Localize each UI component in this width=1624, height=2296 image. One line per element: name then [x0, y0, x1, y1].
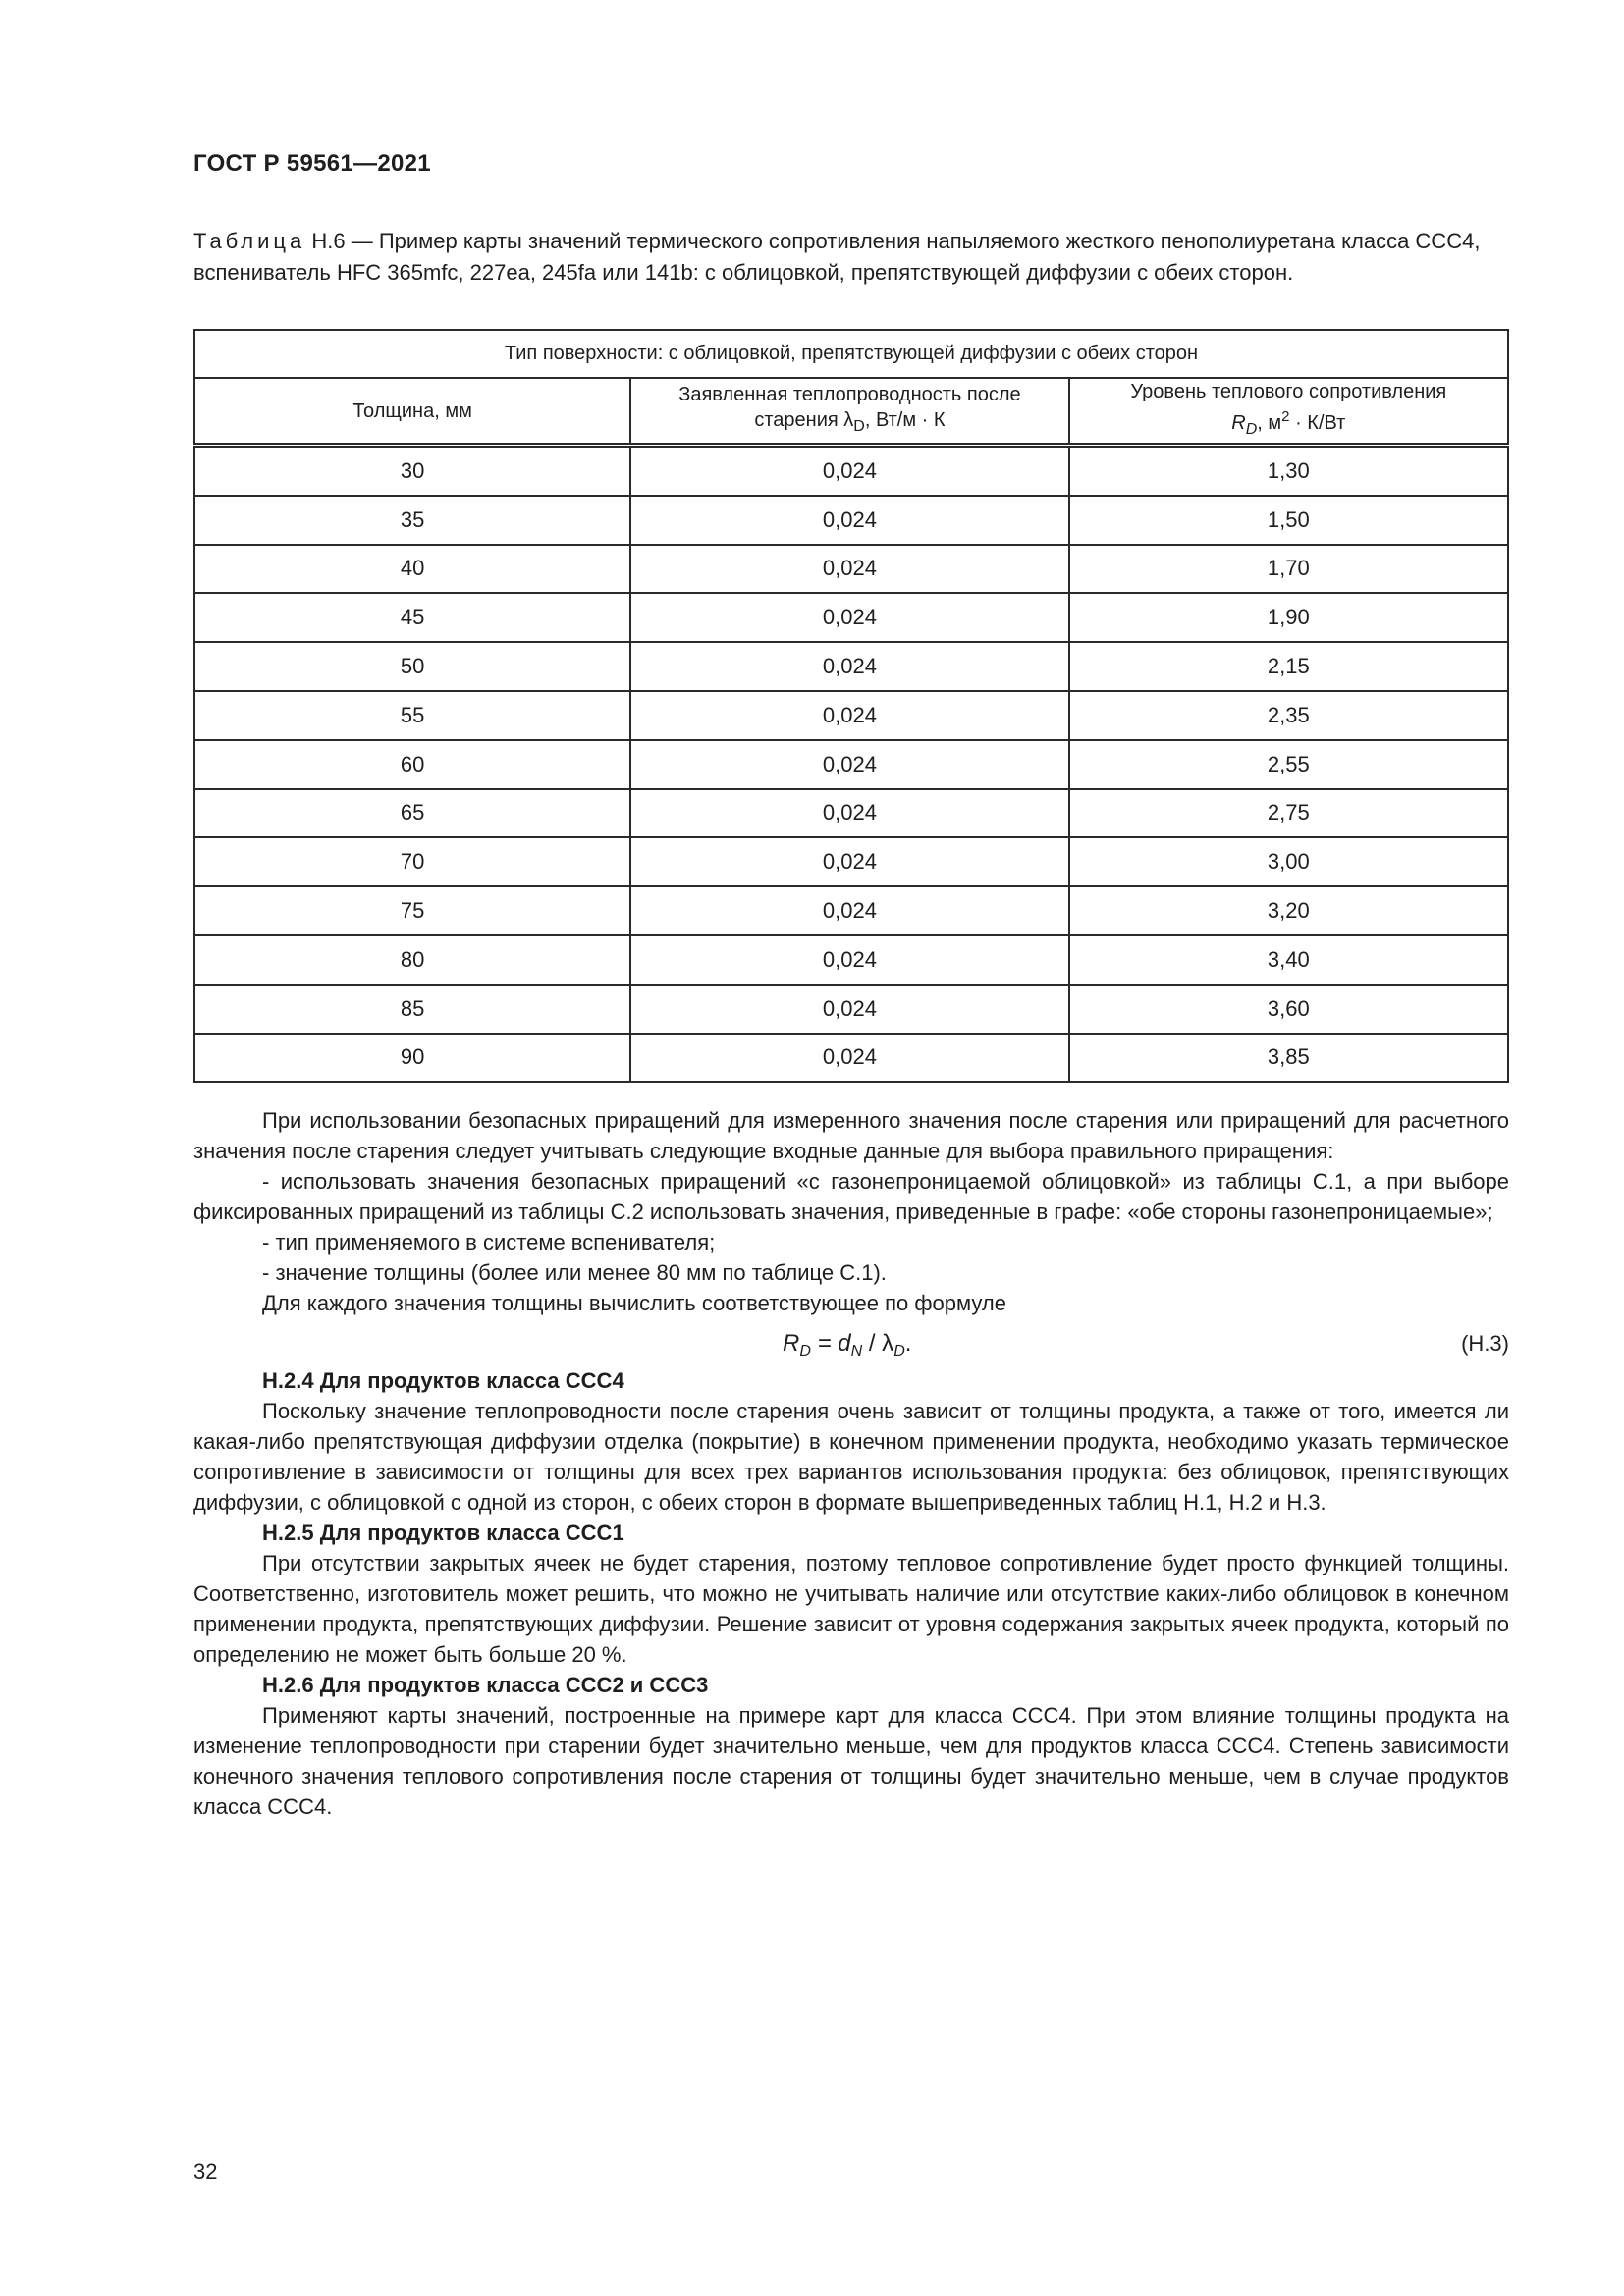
cell-conductivity: 0,024	[630, 1034, 1068, 1083]
cell-resistance: 3,00	[1069, 837, 1508, 886]
cell-resistance: 2,75	[1069, 789, 1508, 838]
cell-resistance: 1,70	[1069, 545, 1508, 594]
cell-thickness: 60	[194, 740, 630, 789]
formula-d-subscript: N	[850, 1343, 863, 1360]
cell-resistance: 1,50	[1069, 496, 1508, 545]
section-h26-title: Н.2.6 Для продуктов класса ССС2 и ССС3	[262, 1673, 709, 1697]
cell-resistance: 3,20	[1069, 886, 1508, 935]
table-row	[194, 691, 1508, 740]
thermal-resistance-table	[193, 329, 1509, 1083]
cell-resistance: 3,40	[1069, 935, 1508, 985]
formula-d: = d	[810, 1330, 851, 1357]
surface-type-cell: Тип поверхности: с облицовкой, препятствующей диффузии с обеих сторон	[194, 330, 1508, 378]
table-row	[194, 545, 1508, 594]
document-header: ГОСТ Р 59561—2021	[193, 150, 431, 177]
cell-thickness: 90	[194, 1034, 630, 1083]
formula	[783, 1328, 911, 1366]
list-item-values: - использовать значения безопасных приращений «с газонепроницаемой облицовкой» из таблицы С.1, а при выборе фиксированных приращений из таблицы С.2 использовать значения, приведенные в графе: «обе стороны газонепроницаемые»;	[193, 1169, 1509, 1224]
formula-r-subscript: D	[799, 1343, 811, 1360]
header-conductivity-subscript: D	[853, 418, 865, 435]
cell-thickness: 55	[194, 691, 630, 740]
cell-conductivity: 0,024	[630, 886, 1068, 935]
table-caption-text: Н.6 — Пример карты значений термического сопротивления напыляемого жесткого пенополиуретана класса ССС4, вспениватель HFC 365mfc, 227ea, 245fa или 141b: с облицовкой, препятствующей диффузии с обеих сторон.	[193, 229, 1481, 285]
header-resistance-line2	[1070, 404, 1507, 443]
cell-thickness: 75	[194, 886, 630, 935]
header-resistance-symbol: R	[1231, 412, 1246, 434]
formula-r: R	[783, 1330, 800, 1357]
cell-resistance: 2,35	[1069, 691, 1508, 740]
formula-end: .	[904, 1330, 912, 1357]
list-item-agent-type: - тип применяемого в системе вспенивателя;	[262, 1230, 716, 1255]
cell-resistance: 3,85	[1069, 1034, 1508, 1083]
cell-conductivity: 0,024	[630, 446, 1068, 496]
table-caption-label: Таблица	[193, 229, 306, 253]
formula-line	[193, 1322, 1509, 1365]
table-caption	[193, 226, 1509, 289]
table-row	[194, 789, 1508, 838]
table-row	[194, 886, 1508, 935]
formula-lambda-subscript: D	[893, 1343, 905, 1360]
cell-thickness: 30	[194, 446, 630, 496]
paragraph-formula-intro: Для каждого значения толщины вычислить соответствующее по формуле	[262, 1291, 1006, 1315]
section-h24-text: Поскольку значение теплопроводности после старения очень зависит от толщины продукта, а также от того, имеется ли какая-либо препятствующая диффузии отделка (покрытие) в конечном применении продукта, необходимо указать термическое сопротивление в зависимости от толщины для всех трех вариантов использования продукта: без облицовок, препятствующих диффузии, с облицовкой с одной из сторон, с обеих сторон в формате вышеприведенных таблиц Н.1, Н.2 и Н.3.	[193, 1399, 1509, 1515]
header-resistance	[1069, 378, 1508, 446]
section-h24-title: Н.2.4 Для продуктов класса ССС4	[262, 1368, 624, 1393]
cell-thickness: 65	[194, 789, 630, 838]
table-row	[194, 837, 1508, 886]
header-conductivity-line2	[631, 407, 1067, 440]
header-conductivity-unit: , Вт/м · К	[864, 409, 946, 431]
cell-conductivity: 0,024	[630, 642, 1068, 691]
cell-conductivity: 0,024	[630, 837, 1068, 886]
section-h25-title: Н.2.5 Для продуктов класса ССС1	[262, 1521, 624, 1545]
cell-resistance: 2,55	[1069, 740, 1508, 789]
header-resistance-line1: Уровень теплового сопротивления	[1130, 381, 1447, 402]
table-row	[194, 593, 1508, 642]
cell-resistance: 2,15	[1069, 642, 1508, 691]
page-number: 32	[193, 2160, 218, 2184]
cell-conductivity: 0,024	[630, 545, 1068, 594]
cell-conductivity: 0,024	[630, 985, 1068, 1034]
paragraph-increments: При использовании безопасных приращений для измеренного значения после старения или приращений для расчетного значения после старения следует учитывать следующие входные данные для выбора правильного приращения:	[193, 1108, 1509, 1163]
header-thickness: Толщина, мм	[194, 378, 630, 446]
list-item-thickness: - значение толщины (более или менее 80 мм по таблице С.1).	[262, 1260, 887, 1285]
cell-conductivity: 0,024	[630, 496, 1068, 545]
cell-resistance: 1,90	[1069, 593, 1508, 642]
table-row	[194, 985, 1508, 1034]
section-h25-text: При отсутствии закрытых ячеек не будет старения, поэтому тепловое сопротивление будет просто функцией толщины. Соответственно, изготовитель может решить, что можно не учитывать наличие или отсутствие каких-либо облицовок в конечном применении продукта, препятствующих диффузии. Решение зависит от уровня содержания закрытых ячеек продукта, который по определению не может быть больше 20 %.	[193, 1551, 1509, 1667]
cell-conductivity: 0,024	[630, 593, 1068, 642]
header-resistance-unit: , м	[1257, 412, 1282, 434]
header-resistance-superscript: 2	[1281, 408, 1290, 425]
cell-thickness: 80	[194, 935, 630, 985]
header-conductivity-line1: Заявленная теплопроводность после	[678, 384, 1021, 405]
cell-conductivity: 0,024	[630, 789, 1068, 838]
table-row	[194, 446, 1508, 496]
header-row	[194, 378, 1508, 446]
cell-conductivity: 0,024	[630, 935, 1068, 985]
table-row	[194, 496, 1508, 545]
cell-thickness: 50	[194, 642, 630, 691]
header-conductivity	[630, 378, 1068, 446]
header-conductivity-symbol: старения λ	[754, 409, 854, 431]
table-row	[194, 1034, 1508, 1083]
formula-lambda: / λ	[862, 1330, 894, 1357]
header-resistance-unit-tail: · К/Вт	[1289, 412, 1346, 434]
formula-number: (Н.3)	[1461, 1331, 1509, 1356]
table-row	[194, 642, 1508, 691]
cell-thickness: 85	[194, 985, 630, 1034]
cell-thickness: 45	[194, 593, 630, 642]
cell-resistance: 3,60	[1069, 985, 1508, 1034]
surface-type-row	[194, 330, 1508, 378]
cell-conductivity: 0,024	[630, 740, 1068, 789]
section-h26-text: Применяют карты значений, построенные на примере карт для класса ССС4. При этом влияние толщины продукта на изменение теплопроводности при старении будет значительно меньше, чем для продуктов класса ССС4. Степень зависимости конечного значения теплового сопротивления после старения от толщины будет значительно меньше, чем в случае продуктов класса ССС4.	[193, 1703, 1509, 1819]
table-row	[194, 740, 1508, 789]
cell-conductivity: 0,024	[630, 691, 1068, 740]
cell-resistance: 1,30	[1069, 446, 1508, 496]
header-resistance-subscript: D	[1245, 421, 1258, 438]
cell-thickness: 40	[194, 545, 630, 594]
cell-thickness: 35	[194, 496, 630, 545]
table-row	[194, 935, 1508, 985]
body-text	[193, 1105, 1509, 1822]
cell-thickness: 70	[194, 837, 630, 886]
